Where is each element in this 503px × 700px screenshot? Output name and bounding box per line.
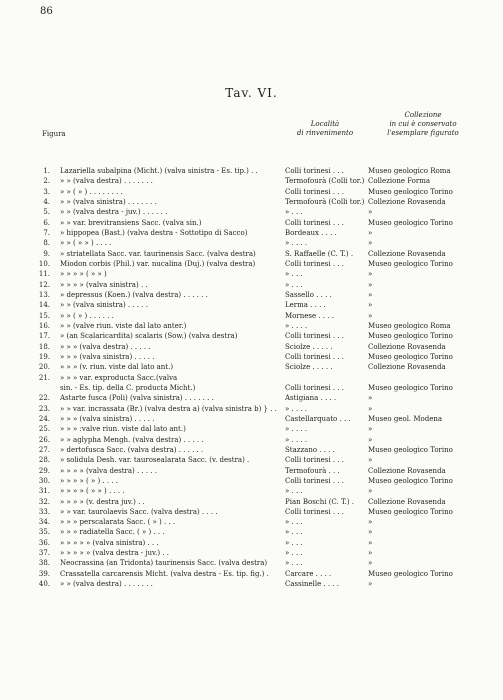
locality-cell: Termofourà (Colli tor.) (285, 177, 365, 186)
figure-number: 28. (38, 456, 50, 465)
table-row (0, 321, 503, 331)
figure-number: 34. (38, 518, 50, 527)
locality-cell: » . . . (285, 518, 303, 527)
collection-cell: Museo geologico Torino (368, 569, 453, 578)
table-row (0, 207, 503, 217)
figure-number: 20. (38, 363, 50, 372)
locality-cell: Castellarquato . . . (285, 414, 351, 423)
table-row (0, 497, 503, 507)
table-row (0, 352, 503, 362)
figure-description: » » (valve riun. viste dal lato anter.) (60, 321, 187, 330)
figure-description: » (an Scalaricardita) scalaris (Sow.) (valva destra) (60, 332, 238, 341)
figure-number: 33. (38, 507, 50, 516)
figure-description: Crassatella carcarensis Micht. (valva destra - Es. tip. fig.) . (60, 569, 269, 578)
table-row (0, 466, 503, 476)
locality-cell: Carcare . . . . (285, 569, 332, 578)
table-row (0, 445, 503, 455)
figure-number: 15. (38, 311, 50, 320)
table-row (0, 414, 503, 424)
figure-number: 22. (38, 394, 50, 403)
figure-description: » » (valva destra) . . . . . . . (60, 580, 153, 589)
locality-cell: S. Raffaelle (C. T.) . (285, 249, 354, 258)
collection-cell: Collezione Rovasenda (368, 497, 446, 506)
figure-number: 21. (38, 373, 50, 382)
figure-number: 10. (38, 259, 50, 268)
collection-cell: » (368, 487, 373, 496)
locality-cell: Termofourà . . . (285, 466, 340, 475)
figure-number: 7. (43, 228, 50, 237)
figure-description: » solidula Desh. var. taurosealarata Sacc. (v. destra) . (60, 456, 250, 465)
figure-number: 5. (43, 208, 50, 217)
table-row (0, 486, 503, 496)
figure-description: » » aglypha Mengh. (valva destra) . . . . . (60, 435, 204, 444)
figure-description: » dertofusca Sacc. (valva destra) . . . . . . (60, 445, 204, 454)
collection-cell: Museo geol. Modena (368, 414, 443, 423)
table-row (0, 311, 503, 321)
figure-description: Neocrassina (an Tridonta) taurinensis Sacc. (valva destra) (60, 559, 268, 568)
locality-cell: » . . . (285, 538, 303, 547)
table-row (0, 259, 503, 269)
figure-number: 23. (38, 404, 50, 413)
table-row (0, 362, 503, 372)
figure-description: Astarte fusca (Poli) (valva sinistra) . . . . . . . (60, 394, 214, 403)
locality-cell: Sciolze . . . . . (285, 363, 333, 372)
collection-cell: » (368, 301, 373, 310)
locality-cell: Stazzano . . . . (285, 445, 335, 454)
page-title: Tav. VI. (225, 86, 278, 100)
figure-number: 39. (38, 569, 50, 578)
collection-cell: Museo geologico Torino (368, 332, 453, 341)
figure-number: 19. (38, 352, 50, 361)
table-row (0, 569, 503, 579)
figure-description: » » (valva destra - juv.) . . . . . . (60, 208, 168, 217)
figure-description: » » » » ( » » ) . . . . (60, 487, 125, 496)
figure-number: 2. (43, 177, 50, 186)
figure-description: sin. - Es. tip. della C. producta Micht.) (60, 383, 196, 392)
figure-number: 31. (38, 487, 50, 496)
header-localita-line1: Località (310, 120, 340, 128)
collection-cell: » (368, 290, 373, 299)
collection-cell: Museo geologico Torino (368, 476, 453, 485)
figure-description: » » » » (valva sinistra) . . (60, 280, 148, 289)
locality-cell: Termofourà (Colli tor.) (285, 197, 365, 206)
locality-cell: Lerma . . . . (285, 301, 326, 310)
collection-cell: » (368, 228, 373, 237)
locality-cell: » . . . (285, 549, 303, 558)
locality-cell: Colli torinesi . . . (285, 167, 344, 175)
table-row (0, 435, 503, 445)
locality-cell: Mornese . . . . (285, 311, 334, 320)
table-row (0, 228, 503, 238)
collection-cell: » (368, 394, 373, 403)
figure-description: » striatellata Sacc. var. taurinensis Sacc. (valva destra) (60, 249, 256, 258)
table-row (0, 176, 503, 186)
figure-description: Miodon corbis (Phil.) var. nucalina (Duj.) (valva destra) (60, 259, 256, 268)
collection-cell: Museo geologico Torino (368, 507, 453, 516)
table-row (0, 476, 503, 486)
locality-cell: » . . . . (285, 239, 308, 248)
figure-number: 14. (38, 301, 50, 310)
table-row (0, 507, 503, 517)
table-row (0, 383, 503, 393)
figure-number: 27. (38, 445, 50, 454)
figure-description: » » (valva destra) . . . . . . . (60, 177, 153, 186)
locality-cell: » . . . (285, 559, 303, 568)
locality-cell: Colli torinesi . . . (285, 332, 344, 341)
page-number: 86 (40, 6, 53, 17)
figure-number: 38. (38, 559, 50, 568)
table-row (0, 579, 503, 589)
figure-number: 1. (43, 167, 50, 175)
table-row (0, 197, 503, 207)
table-row (0, 527, 503, 537)
figure-number: 29. (38, 466, 50, 475)
figure-description: » » » » ( » » ) (60, 270, 107, 279)
locality-cell: » . . . . (285, 435, 308, 444)
header-collezione-line3: l'esemplare figurato (387, 129, 459, 137)
collection-cell: Museo geologico Torino (368, 445, 453, 454)
collection-cell: » (368, 435, 373, 444)
collection-cell: Collezione Rovasenda (368, 466, 446, 475)
collection-cell: Collezione Rovasenda (368, 197, 446, 206)
collection-cell: » (368, 404, 373, 413)
figure-number: 17. (38, 332, 50, 341)
collection-cell: Museo geologico Torino (368, 187, 453, 196)
figure-number: 24. (38, 414, 50, 423)
table-row (0, 548, 503, 558)
figure-number: 3. (43, 187, 50, 196)
collection-cell: Museo geologico Roma (368, 321, 451, 330)
collection-cell: Museo geologico Roma (368, 167, 451, 175)
figure-number: 36. (38, 538, 50, 547)
figure-number: 11. (38, 270, 50, 279)
locality-cell: Colli torinesi . . . (285, 476, 344, 485)
table-row (0, 290, 503, 300)
collection-cell: Collezione Forma (368, 177, 431, 186)
figure-description: » depressus (Koen.) (valva destra) . . . . . . (60, 290, 208, 299)
collection-cell: Collezione Rovasenda (368, 249, 446, 258)
figure-number: 6. (43, 218, 50, 227)
figure-description: » » » » ( » ) . . . . (60, 476, 119, 485)
figure-number: 9. (43, 249, 50, 258)
collection-cell: » (368, 549, 373, 558)
locality-cell: » . . . (285, 487, 303, 496)
locality-cell: Sciolze . . . . . (285, 342, 333, 351)
locality-cell: » . . . (285, 270, 303, 279)
collection-cell: Collezione Rovasenda (368, 363, 446, 372)
table-row (0, 238, 503, 248)
locality-cell: Cassinelle . . . . (285, 580, 340, 589)
header-collezione-line1: Collezione (404, 111, 442, 119)
figure-description: » » » » (v. destra juv.) . . (60, 497, 145, 506)
collection-cell: » (368, 559, 373, 568)
locality-cell: Colli torinesi . . . (285, 383, 344, 392)
locality-cell: Colli torinesi . . . (285, 259, 344, 268)
collection-cell: » (368, 456, 373, 465)
table-row (0, 373, 503, 383)
locality-cell: » . . . (285, 280, 303, 289)
collection-cell: » (368, 518, 373, 527)
figure-table (0, 166, 503, 589)
figure-description: » » » var. exproducta Sacc.(valva (60, 373, 178, 382)
figure-number: 35. (38, 528, 50, 537)
table-row (0, 331, 503, 341)
collection-cell: Collezione Rovasenda (368, 342, 446, 351)
table-row (0, 517, 503, 527)
figure-description: » » » radiatella Sacc. ( » ) . . . (60, 528, 165, 537)
figure-description: » » (valva sinistra) . . . . . . . (60, 197, 157, 206)
figure-number: 4. (43, 197, 50, 206)
figure-description: » » » :valve riun. viste dal lato ant.) (60, 425, 186, 434)
figure-description: » » var. incrassata (Br.) (valva destra a) (valva sinistra b) } . . (60, 404, 277, 413)
collection-cell: Museo geologico Torino (368, 383, 453, 392)
locality-cell: » . . . (285, 208, 303, 217)
locality-cell: » . . . . (285, 425, 308, 434)
figure-number: 12. (38, 280, 50, 289)
collection-cell: » (368, 311, 373, 320)
figure-description: » » » » » (valva sinistra) . . . (60, 538, 159, 547)
collection-cell: » (368, 538, 373, 547)
header-figura: Figura (42, 130, 66, 138)
collection-cell: » (368, 239, 373, 248)
table-row (0, 424, 503, 434)
locality-cell: Colli torinesi . . . (285, 218, 344, 227)
figure-description: » » (valva sinistra) . . . . . (60, 301, 148, 310)
header-collezione-line2: in cui è conservato (389, 120, 457, 128)
table-row (0, 558, 503, 568)
figure-number: 30. (38, 476, 50, 485)
locality-cell: Colli torinesi . . . (285, 507, 344, 516)
figure-description: » hippopea (Bast.) (valva destra - Sottotipo di Sacco) (60, 228, 248, 237)
figure-description: » » » » » (valva destra - juv.) . . (60, 549, 170, 558)
figure-description: » » » (v. riun. viste dal lato ant.) (60, 363, 174, 372)
table-row (0, 249, 503, 259)
locality-cell: » . . . . (285, 321, 308, 330)
table-row (0, 166, 503, 176)
locality-cell: Bordeaux . . . . (285, 228, 337, 237)
collection-cell: » (368, 528, 373, 537)
table-row (0, 538, 503, 548)
figure-description: » » ( » ) . . . . . . (60, 311, 114, 320)
table-row (0, 269, 503, 279)
figure-description: » » » » (valva destra) . . . . . (60, 466, 158, 475)
locality-cell: Astigiana . . . . (285, 394, 337, 403)
locality-cell: Colli torinesi . . . (285, 352, 344, 361)
figure-description: » » var. taurolaevis Sacc. (valva destra) . . . . (60, 507, 218, 516)
figure-number: 18. (38, 342, 50, 351)
figure-number: 8. (43, 239, 50, 248)
table-row (0, 455, 503, 465)
header-localita (284, 120, 366, 138)
collection-cell: » (368, 208, 373, 217)
figure-description: » » ( » » ) . . . . (60, 239, 112, 248)
collection-cell: » (368, 425, 373, 434)
figure-description: » » » (valva sinistra) . . . . . (60, 414, 155, 423)
figure-number: 37. (38, 549, 50, 558)
locality-cell: Colli torinesi . . . (285, 187, 344, 196)
table-row (0, 218, 503, 228)
locality-cell: Colli torinesi . . . (285, 456, 344, 465)
figure-number: 25. (38, 425, 50, 434)
header-collezione (378, 111, 468, 138)
figure-number: 13. (38, 290, 50, 299)
collection-cell: » (368, 270, 373, 279)
collection-cell: Museo geologico Torino (368, 352, 453, 361)
header-localita-line2: di rinvenimento (296, 129, 354, 137)
table-row (0, 393, 503, 403)
figure-number: 26. (38, 435, 50, 444)
collection-cell: » (368, 280, 373, 289)
figure-description: » » » (valva destra) . . . . . (60, 342, 151, 351)
table-row (0, 187, 503, 197)
collection-cell: Museo geologico Torino (368, 218, 453, 227)
figure-description: » » » (valva sinistra) . . . . . (60, 352, 155, 361)
collection-cell: Museo geologico Torino (368, 259, 453, 268)
table-row (0, 404, 503, 414)
table-row (0, 300, 503, 310)
figure-description: Lazariella subalpina (Micht.) (valva sinistra - Es. tip.) . . (60, 167, 258, 175)
figure-description: » » var. brevitransiens Sacc. (valva sin.) (60, 218, 202, 227)
locality-cell: Sassello . . . . (285, 290, 332, 299)
table-row (0, 280, 503, 290)
table-row (0, 342, 503, 352)
figure-description: » » ( » ) . . . . . . . . (60, 187, 123, 196)
figure-number: 32. (38, 497, 50, 506)
figure-description: » » » perscalarata Sacc. ( » ) . . . (60, 518, 176, 527)
locality-cell: » . . . . (285, 404, 308, 413)
figure-number: 40. (38, 580, 50, 589)
locality-cell: Pian Boschi (C. T.) . (285, 497, 355, 506)
collection-cell: » (368, 580, 373, 589)
locality-cell: » . . . (285, 528, 303, 537)
figure-number: 16. (38, 321, 50, 330)
